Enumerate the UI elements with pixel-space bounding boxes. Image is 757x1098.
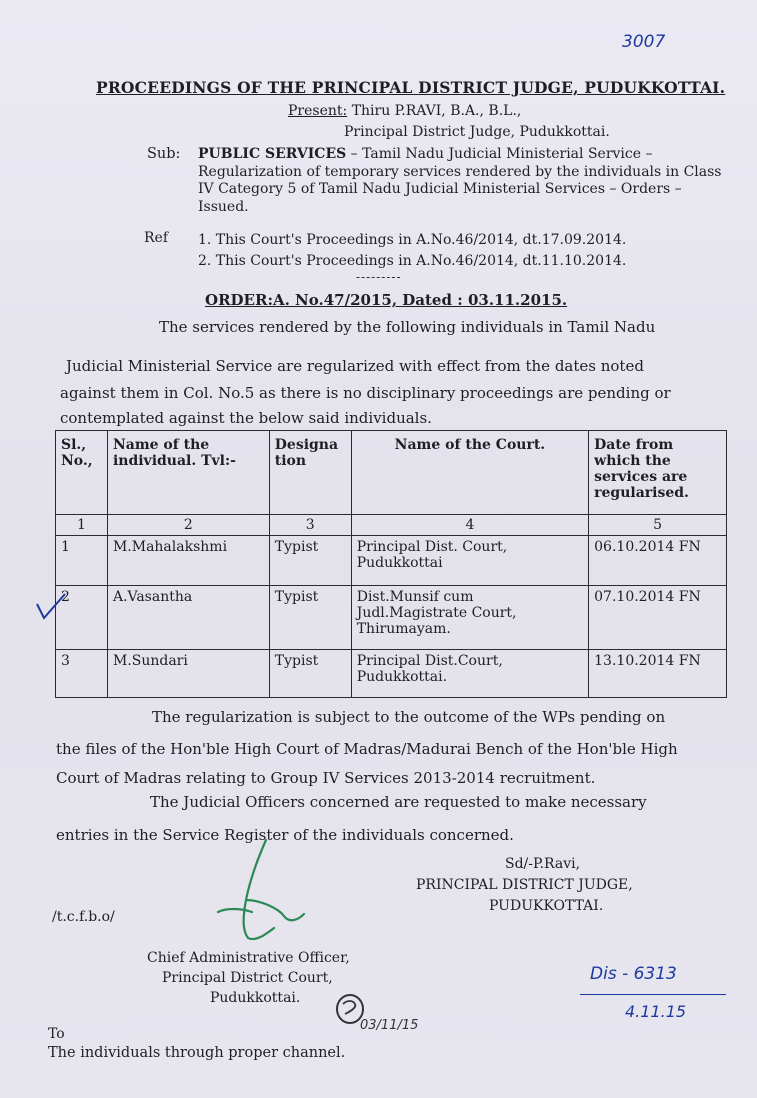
present-label: Present: xyxy=(288,103,348,119)
signatory-place: PUDUKKOTTAI. xyxy=(489,898,604,914)
proceedings-title: PROCEEDINGS OF THE PRINCIPAL DISTRICT JUDGE, PUDUKKOTTAI. xyxy=(96,78,726,97)
order-line: contemplated against the below said individuals. xyxy=(60,409,432,427)
column-number: 4 xyxy=(351,515,588,536)
tick-mark-icon xyxy=(34,592,68,622)
row-designation: Typist xyxy=(269,536,351,586)
stamp-date: 03/11/15 xyxy=(360,1018,419,1033)
present-line xyxy=(288,103,521,119)
table-row xyxy=(56,650,727,698)
header-sl: Sl., No., xyxy=(56,431,108,515)
closing-line: Court of Madras relating to Group IV Services 2013-2014 recruitment. xyxy=(56,769,596,787)
row-date: 07.10.2014 FN xyxy=(589,586,727,650)
column-number-row xyxy=(56,515,727,536)
table-row xyxy=(56,586,727,650)
reference-label: Ref xyxy=(144,230,169,246)
subject-bold: PUBLIC SERVICES xyxy=(198,146,347,162)
present-designation: Principal District Judge, Pudukkottai. xyxy=(344,124,610,140)
signed-by: Sd/-P.Ravi, xyxy=(505,856,581,872)
reference-item: 1. This Court's Proceedings in A.No.46/2014, dt.17.09.2014. xyxy=(198,232,627,248)
column-number: 5 xyxy=(589,515,727,536)
header-date: Date from which the services are regularised. xyxy=(589,431,727,515)
regularization-table xyxy=(55,430,727,698)
present-name: Thiru P.RAVI, B.A., B.L., xyxy=(351,103,522,119)
order-line: Judicial Ministerial Service are regularized with effect from the dates noted xyxy=(66,357,644,375)
handwritten-dis-date: 4.11.15 xyxy=(625,1002,687,1021)
header-designation: Designa tion xyxy=(269,431,351,515)
forwarding-court: Principal District Court, xyxy=(162,970,333,986)
row-date: 13.10.2014 FN xyxy=(589,650,727,698)
closing-line: the files of the Hon'ble High Court of Madras/Madurai Bench of the Hon'ble High xyxy=(56,740,678,758)
row-sl: 1 xyxy=(56,536,108,586)
handwritten-page-number: 3007 xyxy=(622,32,666,52)
closing-line: The Judicial Officers concerned are requested to make necessary xyxy=(150,793,647,811)
forwarding-officer: Chief Administrative Officer, xyxy=(147,950,350,966)
row-name: M.Mahalakshmi xyxy=(107,536,269,586)
closing-line: The regularization is subject to the outcome of the WPs pending on xyxy=(152,708,666,726)
subject-text xyxy=(198,146,733,216)
row-sl: 3 xyxy=(56,650,108,698)
row-name: A.Vasantha xyxy=(107,586,269,650)
to-label: To xyxy=(48,1026,65,1042)
subject-label: Sub: xyxy=(147,146,181,162)
order-line: The services rendered by the following individuals in Tamil Nadu xyxy=(159,318,656,336)
reference-item: 2. This Court's Proceedings in A.No.46/2014, dt.11.10.2014. xyxy=(198,253,627,269)
signature-icon xyxy=(200,838,320,946)
column-number: 2 xyxy=(107,515,269,536)
row-designation: Typist xyxy=(269,650,351,698)
row-court: Principal Dist.Court, Pudukkottai. xyxy=(351,650,588,698)
subject-rest: – Tamil Nadu Judicial Ministerial Service – Regularization of temporary services rendered by the individuals in Class IV Category 5 of Tamil Nadu Judicial Ministerial Services – Orders – Issued. xyxy=(198,146,722,215)
handwritten-underline xyxy=(580,994,726,995)
signatory-designation: PRINCIPAL DISTRICT JUDGE, xyxy=(416,877,633,893)
handwritten-dis-number: Dis - 6313 xyxy=(590,964,677,984)
closing-line: entries in the Service Register of the individuals concerned. xyxy=(56,826,514,844)
row-designation: Typist xyxy=(269,586,351,650)
to-text: The individuals through proper channel. xyxy=(48,1045,346,1061)
row-date: 06.10.2014 FN xyxy=(589,536,727,586)
row-name: M.Sundari xyxy=(107,650,269,698)
row-sl: 2 xyxy=(56,586,108,650)
tcfbo-mark: /t.c.f.b.o/ xyxy=(52,909,115,925)
order-heading: ORDER:A. No.47/2015, Dated : 03.11.2015. xyxy=(205,291,568,309)
column-number: 3 xyxy=(269,515,351,536)
divider: --------- xyxy=(356,270,402,284)
row-court: Principal Dist. Court, Pudukkottai xyxy=(351,536,588,586)
column-number: 1 xyxy=(56,515,108,536)
header-name: Name of the individual. Tvl:- xyxy=(107,431,269,515)
order-line: against them in Col. No.5 as there is no disciplinary proceedings are pending or xyxy=(60,384,671,402)
table-header-row xyxy=(56,431,727,515)
table-row xyxy=(56,536,727,586)
forwarding-place: Pudukkottai. xyxy=(210,990,301,1006)
row-court: Dist.Munsif cum Judl.Magistrate Court, Thirumayam. xyxy=(351,586,588,650)
header-court: Name of the Court. xyxy=(351,431,588,515)
